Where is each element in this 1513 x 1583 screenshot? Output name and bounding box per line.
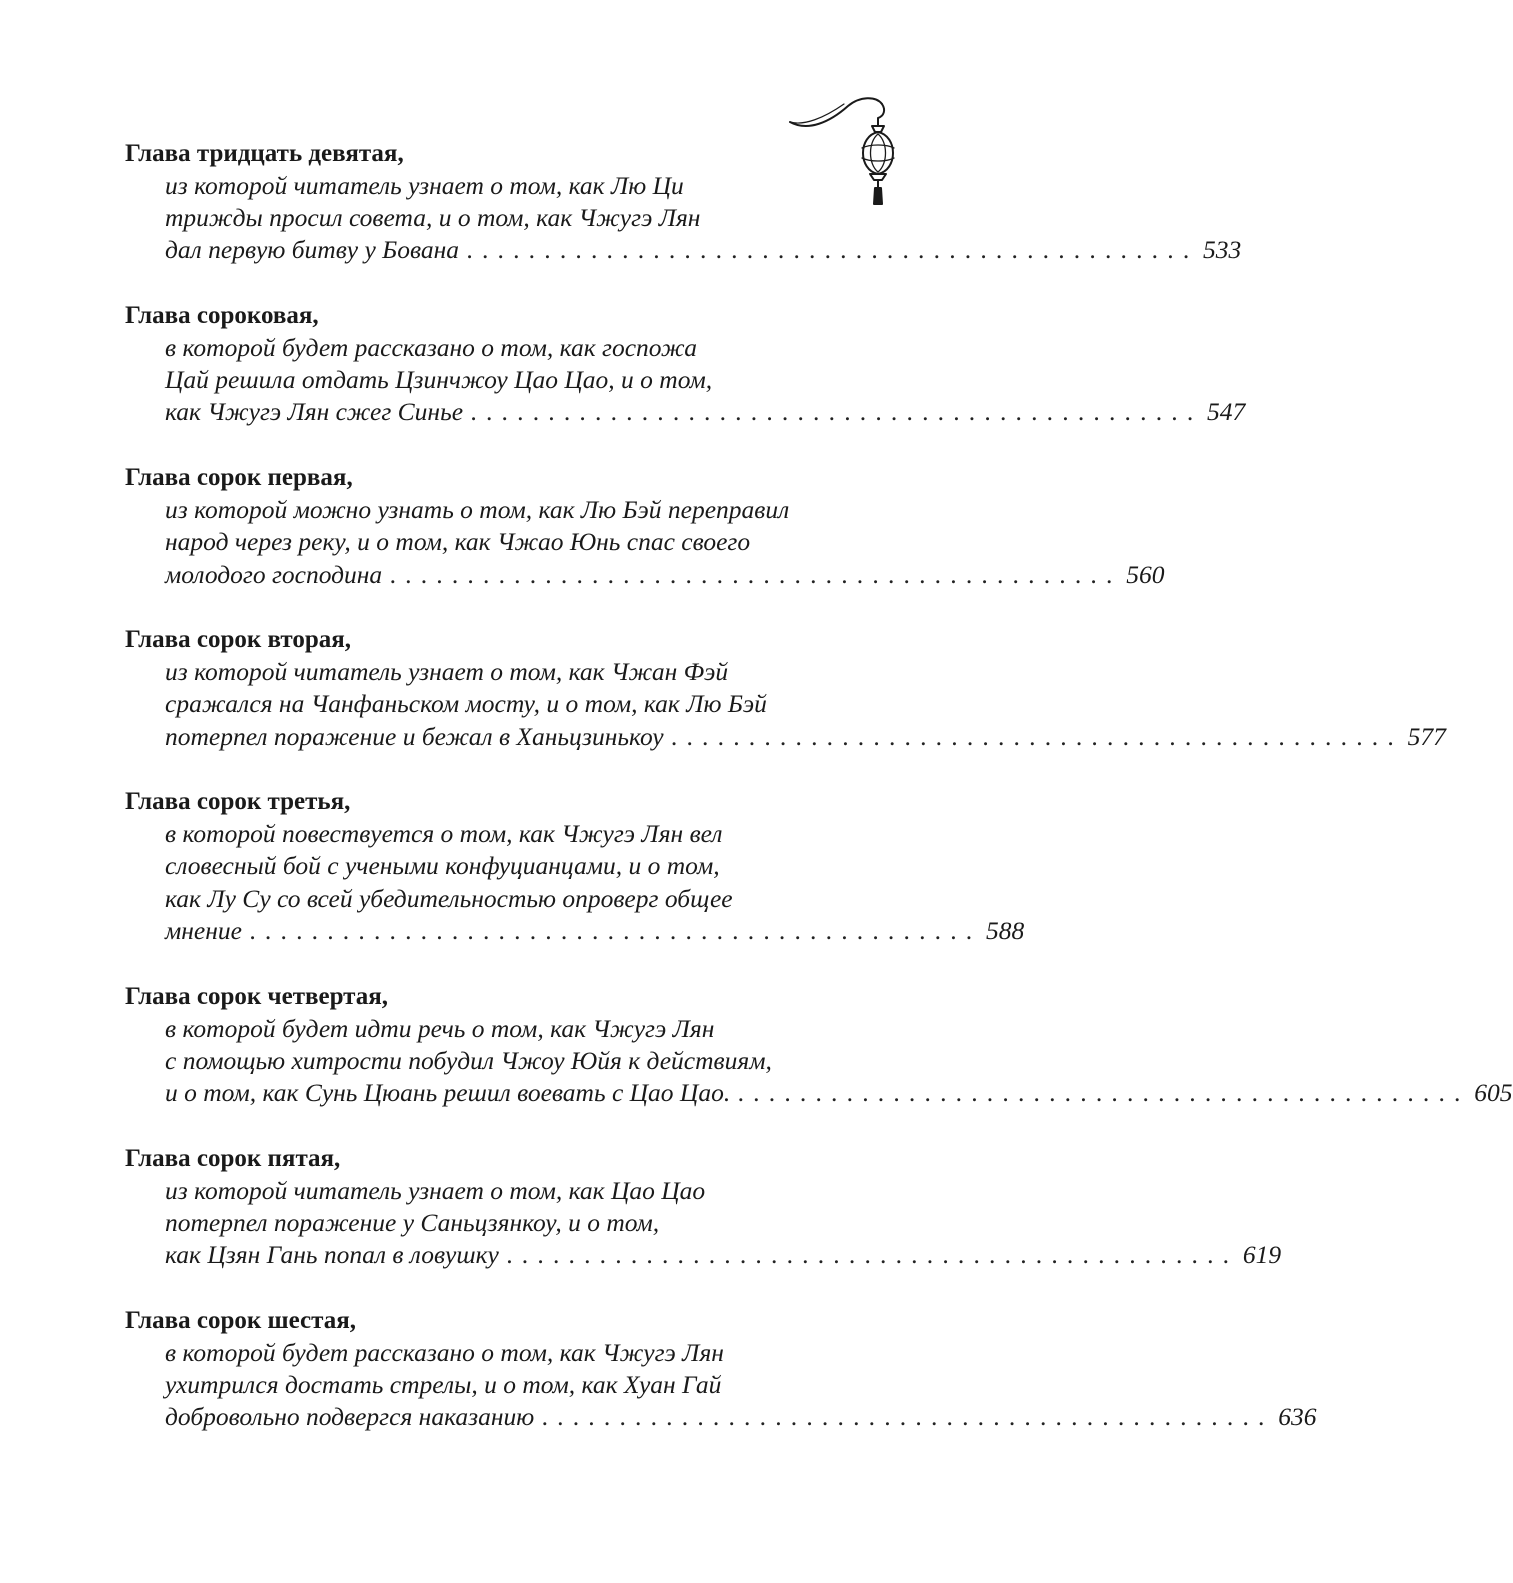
page-number: 547	[1207, 397, 1246, 427]
chapter-last-line	[125, 915, 1025, 947]
chapter-description-line: из которой читатель узнает о том, как Чжан Фэй	[165, 657, 729, 687]
chapter-description-line: сражался на Чанфаньском мосту, и о том, как Лю Бэй	[165, 689, 767, 719]
page-number: 636	[1278, 1402, 1317, 1431]
chapter-description-line: в которой повествуется о том, как Чжугэ Лян вел	[165, 819, 723, 849]
chapter-description-line: из которой можно узнать о том, как Лю Бэй переправил	[165, 495, 790, 525]
chapter-last-line	[125, 396, 1246, 428]
toc-entry-chapter-44	[125, 981, 1513, 1110]
toc-entry-chapter-42	[125, 624, 1446, 753]
chapter-description-line: из которой читатель узнает о том, как Цао Цао	[165, 1175, 706, 1205]
chapter-description-line: Цай решила отдать Цзинчжоу Цао Цао, и о том,	[165, 365, 713, 395]
page-number: 605	[1474, 1077, 1513, 1107]
chapter-title: Глава сорок шестая,	[125, 1306, 356, 1334]
chapter-last-line	[125, 559, 1165, 591]
chapter-last-line	[125, 1239, 1282, 1271]
chapter-description-line: как Цзян Гань попал в ловушку	[165, 1239, 499, 1269]
page-number: 533	[1203, 235, 1242, 265]
dot-leader: ...............................................	[738, 1077, 1471, 1107]
dot-leader: ...............................................	[467, 235, 1200, 265]
chapter-description-line: в которой будет идти речь о том, как Чжугэ Лян	[165, 1013, 715, 1043]
chapter-last-line	[125, 234, 1242, 266]
chapter-description-line: трижды просил совета, и о том, как Чжугэ Лян	[165, 203, 701, 233]
dot-leader: ...............................................	[506, 1239, 1239, 1269]
chapter-last-line	[125, 721, 1446, 753]
chapter-description-line: из которой читатель узнает о том, как Лю Ци	[165, 171, 684, 200]
chapter-title: Глава тридцать девятая,	[125, 140, 404, 167]
chapter-last-line	[125, 1077, 1513, 1109]
chapter-description-line: и о том, как Сунь Цюань решил воевать с Цао Цао.	[165, 1077, 731, 1107]
chapter-description-line: народ через реку, и о том, как Чжао Юнь спас своего	[165, 527, 751, 557]
chapter-description-line: ухитрился достать стрелы, и о том, как Хуан Гай	[165, 1369, 722, 1399]
chapter-description-line: добровольно подвергся наказанию	[165, 1402, 535, 1431]
chapter-description-line: молодого господина	[165, 559, 383, 589]
chapter-description-line: потерпел поражение и бежал в Ханьцзинькоу	[165, 721, 664, 751]
toc-entry-chapter-46	[125, 1305, 1317, 1434]
dot-leader: ...............................................	[671, 721, 1404, 751]
chapter-description-line: как Лу Су со всей убедительностью опроверг общее	[165, 883, 733, 913]
toc-entry-chapter-41	[125, 462, 1165, 591]
toc-entry-chapter-45	[125, 1143, 1282, 1272]
chapter-description-line: потерпел поражение у Саньцзянкоу, и о том,	[165, 1207, 660, 1237]
dot-leader: ...............................................	[542, 1402, 1275, 1431]
page-number: 577	[1407, 721, 1446, 751]
page-number: 588	[986, 915, 1025, 945]
toc-entry-chapter-40	[125, 300, 1246, 429]
page-number: 619	[1242, 1239, 1282, 1269]
dot-leader: ...............................................	[390, 559, 1123, 589]
toc-entry-chapter-43	[125, 786, 1025, 947]
chapter-description-line: в которой будет рассказано о том, как госпожа	[165, 333, 698, 363]
table-of-contents	[125, 138, 1513, 1467]
chapter-description-line: словесный бой с учеными конфуцианцами, и о том,	[165, 851, 720, 881]
chapter-title: Глава сорок четвертая,	[125, 982, 389, 1010]
toc-entry-chapter-39	[125, 138, 1242, 267]
chapter-description-line: в которой будет рассказано о том, как Чжугэ Лян	[165, 1337, 724, 1367]
chapter-description-line: мнение	[165, 915, 242, 945]
chapter-title: Глава сороковая,	[125, 302, 319, 330]
dot-leader: ...............................................	[471, 397, 1204, 427]
chapter-description-line: с помощью хитрости побудил Чжоу Юйя к действиям,	[165, 1045, 772, 1075]
page-number: 560	[1126, 559, 1165, 589]
chapter-description-line: как Чжугэ Лян сжег Синье	[165, 397, 464, 427]
chapter-title: Глава сорок пятая,	[125, 1144, 341, 1172]
chapter-description-line: дал первую битву у Бована	[165, 235, 459, 265]
dot-leader: ...............................................	[249, 915, 982, 945]
chapter-title: Глава сорок третья,	[125, 788, 351, 816]
chapter-last-line	[125, 1401, 1317, 1433]
chapter-title: Глава сорок первая,	[125, 464, 353, 492]
chapter-title: Глава сорок вторая,	[125, 626, 352, 654]
